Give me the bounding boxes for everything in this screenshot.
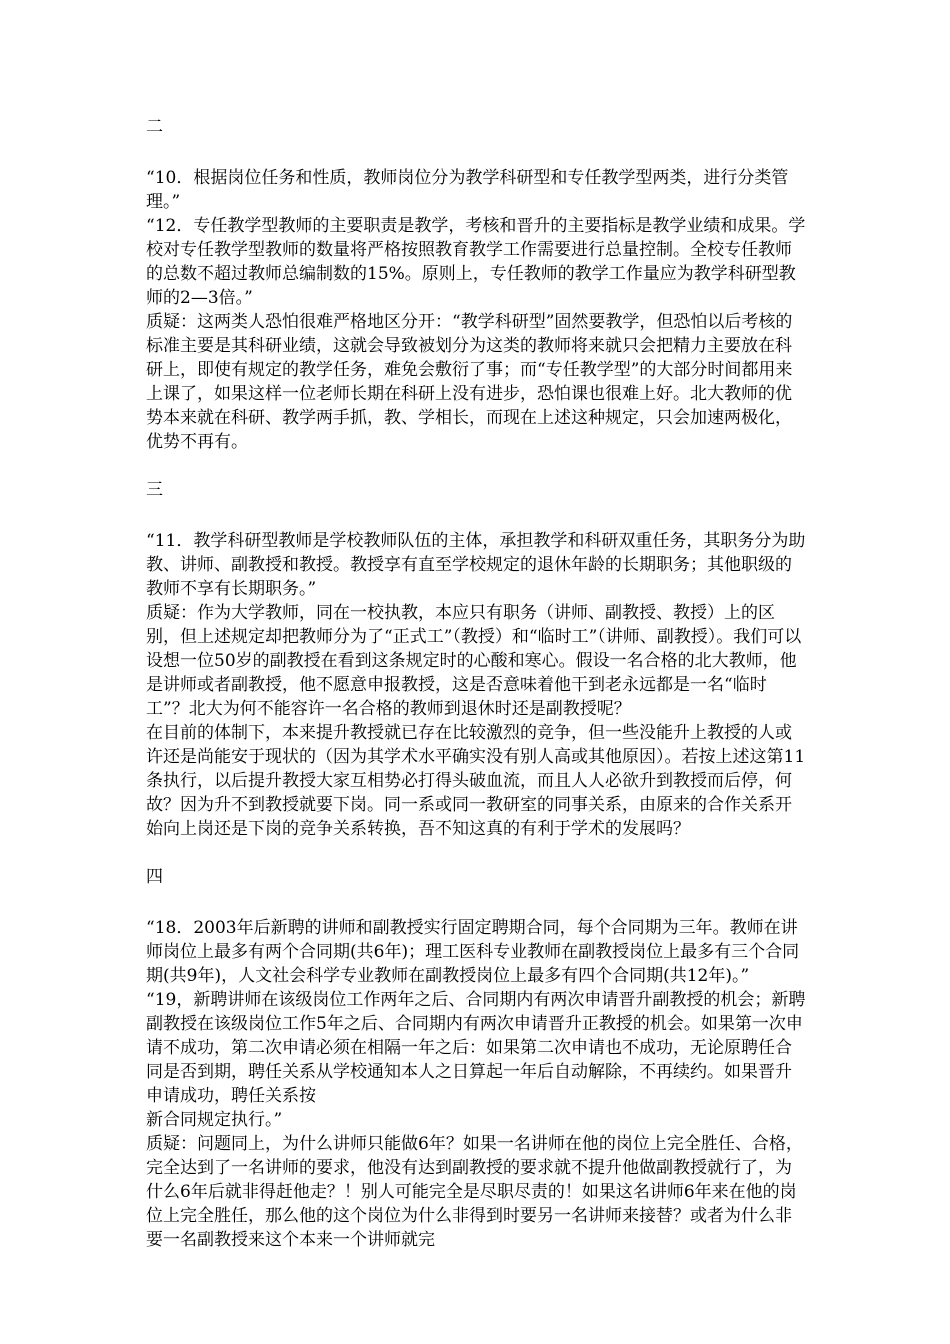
section-4 [146,865,806,1252]
paragraph: “10．根据岗位任务和性质，教师岗位分为教学科研型和专任教学型两类，进行分类管理。” [146,168,789,212]
section-heading: 四 [146,867,163,887]
paragraph: “11．教学科研型教师是学校教师队伍的主体，承担教学和科研双重任务，其职务分为助教、讲师、副教授和教授。教授享有直至学校规定的退休年龄的长期职务；其他职级的教师不享有长期职务。” [146,531,806,599]
paragraph: 质疑：问题同上，为什么讲师只能做6年？如果一名讲师在他的岗位上完全胜任、合格，完全达到了一名讲师的要求，他没有达到副教授的要求就不提升他做副教授就行了，为什么6年后就非得赶他走？！别人可能完全是尽职尽责的！如果这名讲师6年来在他的岗位上完全胜任，那么他的这个岗位为什么非得到时要另一名讲师来接替？或者为什么非要一名副教授来这个本来一个讲师就完 [146,1134,803,1250]
document-body [146,115,806,1252]
paragraph: 质疑：这两类人恐怕很难严格地区分开：“教学科研型”固然要教学，但恐怕以后考核的标准主要是其科研业绩，这就会导致被划分为这类的教师将来就只会把精力主要放在科研上，即使有规定的教学任务，难免会敷衍了事；而“专任教学型”的大部分时间都用来上课了，如果这样一位老师长期在科研上没有进步，恐怕课也很难上好。北大教师的优势本来就在科研、教学两手抓，教、学相长，而现在上述这种规定，只会加速两极化，优势不再有。 [146,312,793,452]
paragraph: “18．2003年后新聘的讲师和副教授实行固定聘期合同，每个合同期为三年。教师在讲师岗位上最多有两个合同期(共6年)；理工医科专业教师在副教授岗位上最多有三个合同期(共9年)，人文社会科学专业教师在副教授岗位上最多有四个合同期(共12年)。” [146,918,800,986]
section-heading: 三 [146,480,163,500]
section-3 [146,478,806,841]
paragraph: 在目前的体制下，本来提升教授就已存在比较激烈的竞争，但一些没能升上教授的人或许还是尚能安于现状的（因为其学术水平确实没有别人高或其他原因）。若按上述这第11条执行，以后提升教授大家互相势必打得头破血流，而且人人必欲升到教授而后停，何故？因为升不到教授就要下岗。同一系或同一教研室的同事关系，由原来的合作关系开始向上岗还是下岗的竞争关系转换，吾不知这真的有利于学术的发展吗？ [146,723,806,839]
paragraph: 新合同规定执行。” [146,1110,283,1130]
paragraph: “19，新聘讲师在该级岗位工作两年之后、合同期内有两次申请晋升副教授的机会；新聘副教授在该级岗位工作5年之后、合同期内有两次申请晋升正教授的机会。如果第一次申请不成功，第二次申请必须在相隔一年之后：如果第二次申请也不成功，无论原聘任合同是否到期，聘任关系从学校通知本人之日算起一年后自动解除，不再续约。如果晋升申请成功，聘任关系按 [146,990,806,1106]
section-2 [146,115,806,454]
section-heading: 二 [146,117,163,137]
paragraph: “12．专任教学型教师的主要职责是教学，考核和晋升的主要指标是教学业绩和成果。学校对专任教学型教师的数量将严格按照教育教学工作需要进行总量控制。全校专任教师的总数不超过教师总编制数的15%。原则上，专任教师的教学工作量应为教学科研型教师的2—3倍。” [146,216,806,308]
paragraph: 质疑：作为大学教师，同在一校执教，本应只有职务（讲师、副教授、教授）上的区别，但上述规定却把教师分为了“正式工”（教授）和“临时工”（讲师、副教授）。我们可以设想一位50岁的副教授在看到这条规定时的心酸和寒心。假设一名合格的北大教师，他是讲师或者副教授，他不愿意申报教授，这是否意味着他干到老永远都是一名“临时工”？北大为何不能容许一名合格的教师到退休时还是副教授呢？ [146,603,802,719]
